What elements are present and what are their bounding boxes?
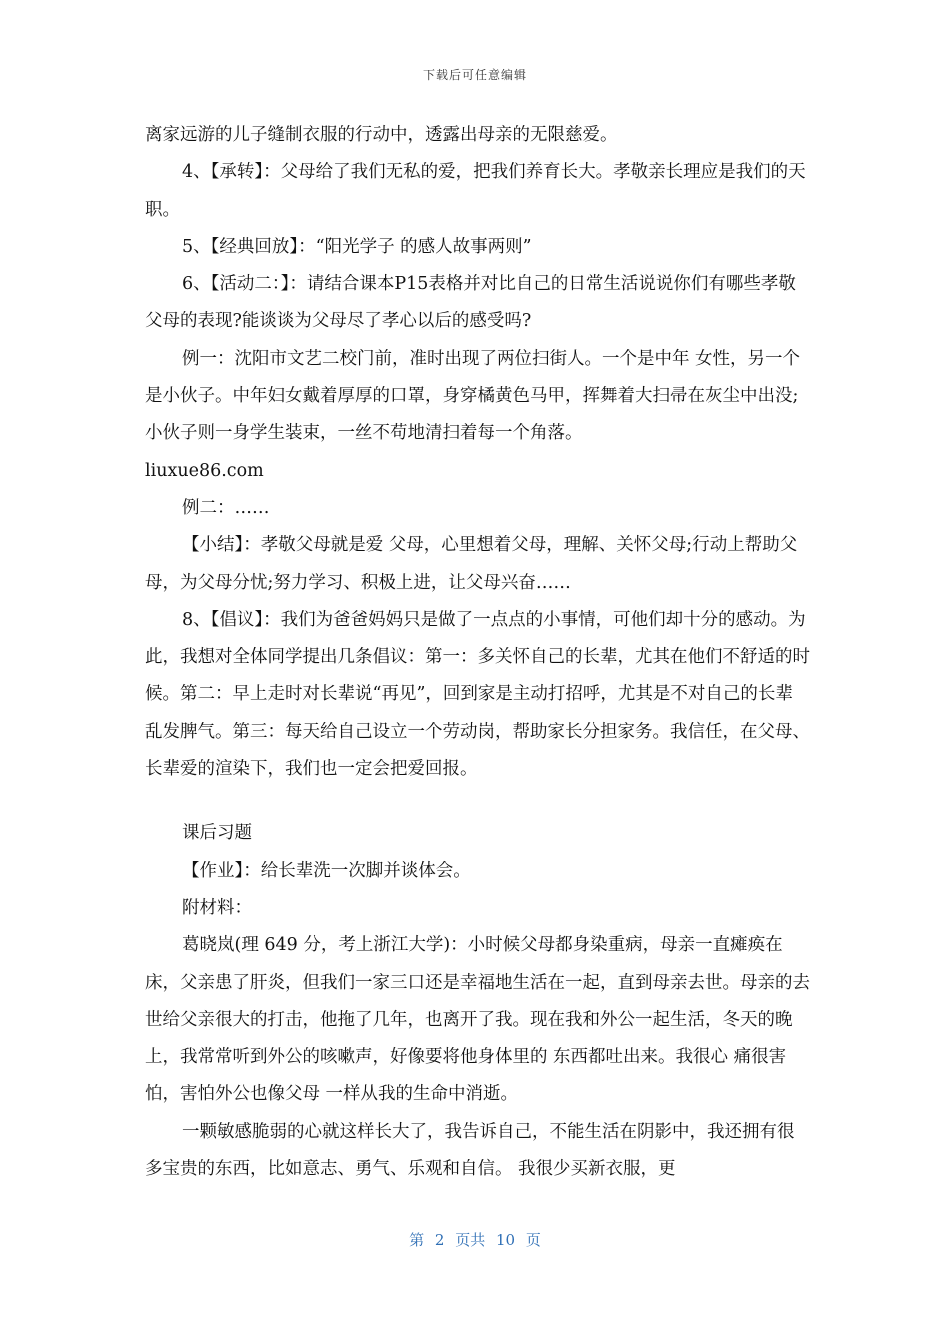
- paragraph-example-two: 例二：……: [182, 497, 270, 518]
- paragraph-example-one: 例一：沈阳市文艺二校门前，准时出现了两位扫街人。一个是中年 女性，另一个是小伙子。中年妇女戴着厚厚的口罩，身穿橘黄色马甲，挥舞着大扫帚在灰尘中出没;小伙子则一身学生装束，一丝不苟地清扫着每一个角落。: [145, 348, 801, 444]
- section-gap: [145, 788, 810, 815]
- paragraph-transition: 4、【承转】：父母给了我们无私的爱，把我们养育长大。孝敬亲长理应是我们的天职。: [145, 162, 806, 220]
- source-text: liuxue86.com: [145, 460, 264, 481]
- paragraph-summary: 【小结】：孝敬父母就是爱 父母，心里想着父母，理解、关怀父母;行动上帮助父母，为父母分忧;努力学习、积极上进，让父母兴奋……: [145, 535, 798, 593]
- paragraph-material-story: 葛晓岚(理 649 分，考上浙江大学)：小时候父母都身染重病，母亲一直瘫痪在床，父亲患了肝炎，但我们一家三口还是幸福地生活在一起，直到母亲去世。母亲的去世给父亲很大的打击，他拖了几年，也离开了我。现在我和外公一起生活，冬天的晚上，我常常听到外公的咳嗽声，好像要将他身体里的 东西都吐出来。我很心 痛很害怕，害怕外公也像父母 一样从我的生命中消逝。: [145, 935, 810, 1105]
- paragraph-homework: 【作业】：给长辈洗一次脚并谈体会。: [182, 860, 471, 881]
- page-header: 下载后可任意编辑: [422, 68, 527, 82]
- section-heading-exercises: 课后习题: [182, 823, 252, 844]
- paragraph-material-continued: 一颗敏感脆弱的心就这样长大了，我告诉自己，不能生活在阴影中，我还拥有很 多宝贵的东西，比如意志、勇气、乐观和自信。 我很少买新衣服，更: [145, 1121, 795, 1180]
- page-footer: 第 2 页共 10 页: [409, 1231, 541, 1249]
- paragraph-activity-two: 6、【活动二：】：请结合课本P15表格并对比自己的日常生活说说你们有哪些孝敬父母的表现?能谈谈为父母尽了孝心以后的感受吗?: [145, 274, 796, 332]
- document-body: [145, 117, 810, 1188]
- paragraph-continuation: 离家远游的儿子缝制衣服的行动中，透露出母亲的无限慈爱。: [145, 125, 618, 145]
- paragraph-classic-replay: 5、【经典回放】：“阳光学子 的感人故事两则”: [182, 236, 532, 257]
- paragraph-proposal: 8、【倡议】：我们为爸爸妈妈只是做了一点点的小事情，可他们却十分的感动。为此，我想对全体同学提出几条倡议：第一：多关怀自己的长辈，尤其在他们不舒适的时候。第二：早上走时对长辈说“再见”，回到家是主动打招呼，尤其是不对自己的长辈乱发脾气。第三：每天给自己设立一个劳动岗，帮助家长分担家务。我信任，在父母、长辈爱的渲染下，我们也一定会把爱回报。: [145, 609, 810, 780]
- paragraph-materials-label: 附材料：: [182, 897, 252, 918]
